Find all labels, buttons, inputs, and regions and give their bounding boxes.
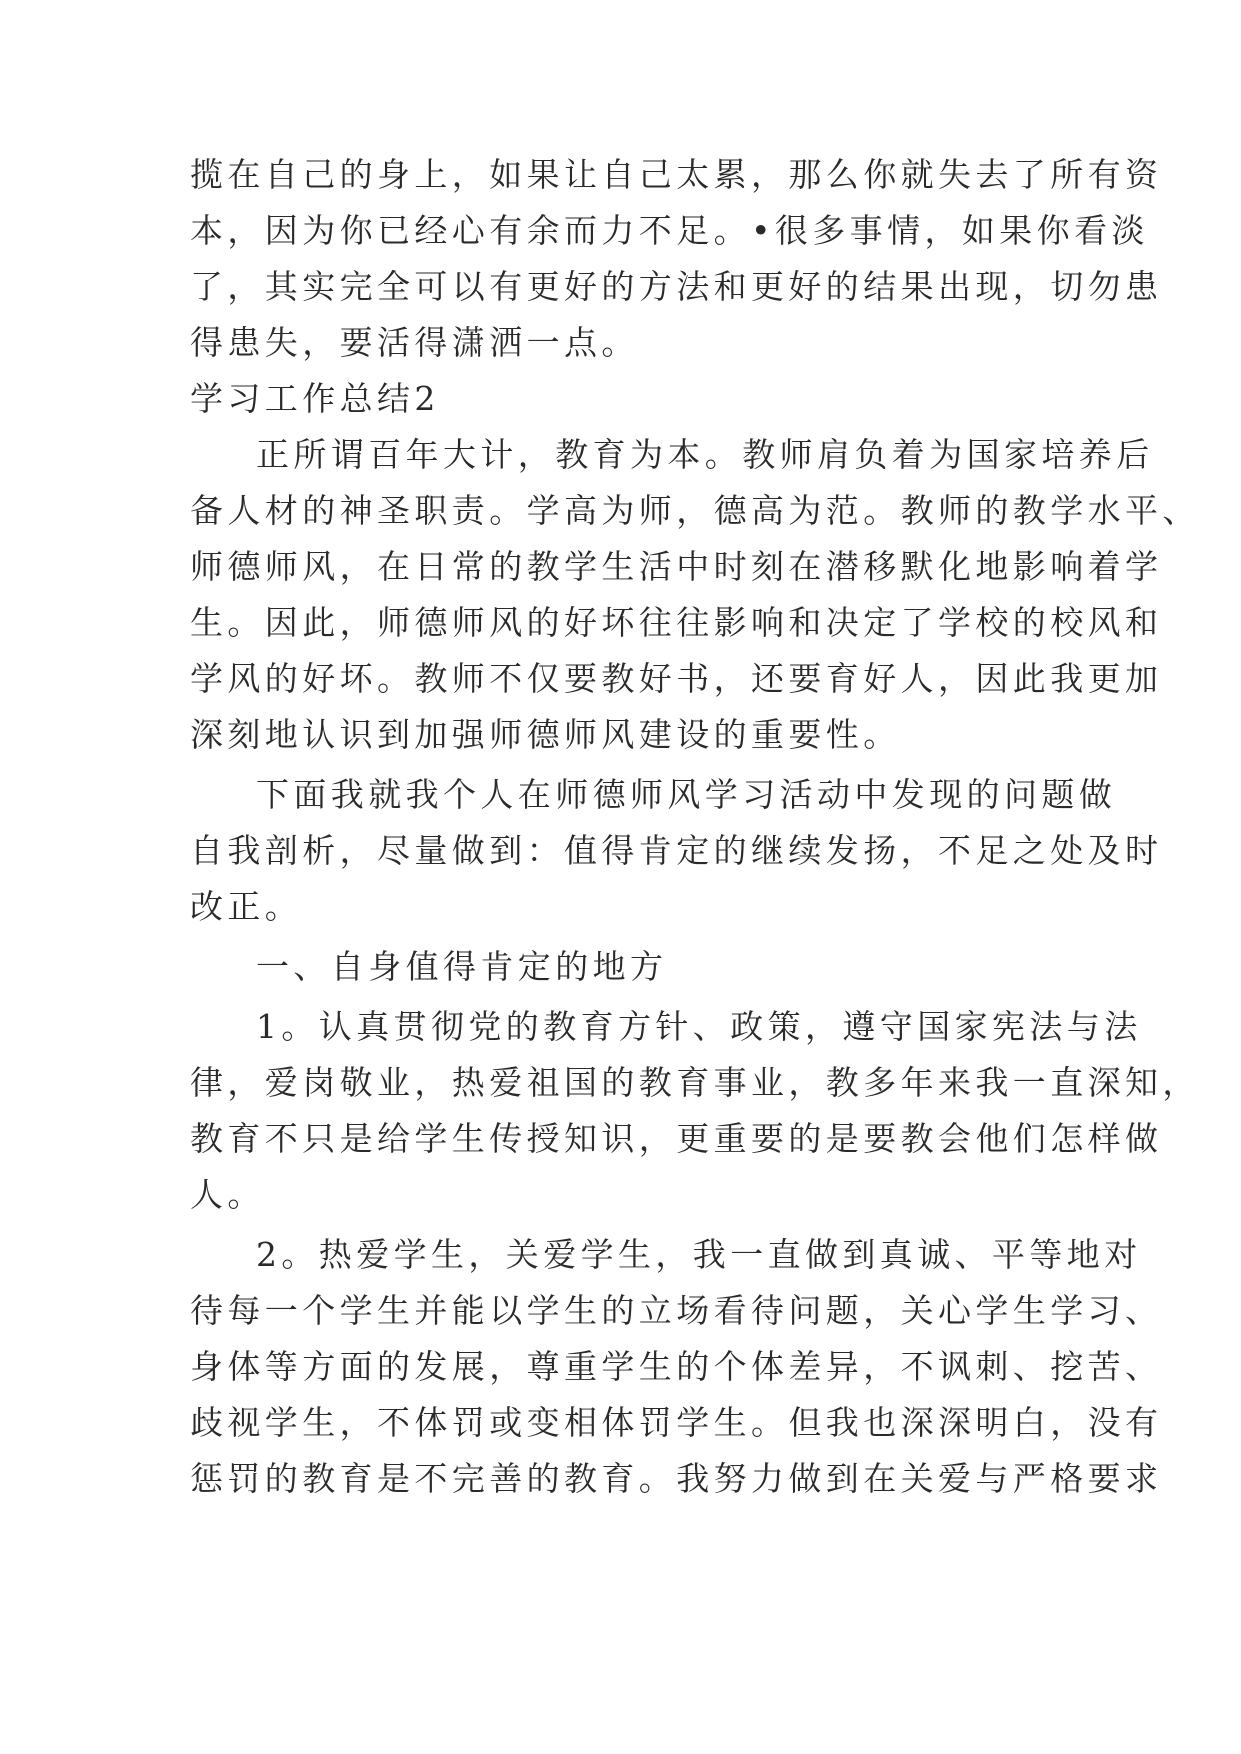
text-line: 正所谓百年大计，教育为本。教师肩负着为国家培养后: [256, 435, 1154, 474]
text-line: 揽在自己的身上，如果让自己太累，那么你就失去了所有资: [190, 155, 1163, 194]
text-line: 惩罚的教育是不完善的教育。我努力做到在关爱与严格要求: [190, 1459, 1163, 1498]
text-line: 待每一个学生并能以学生的立场看待问题，关心学生学习、: [190, 1291, 1163, 1330]
section-heading: 学习工作总结2: [190, 379, 440, 418]
text-line: 2。热爱学生，关爱学生，我一直做到真诚、平等地对: [256, 1235, 1142, 1274]
text-line: 教育不只是给学生传授知识，更重要的是要教会他们怎样做: [190, 1119, 1163, 1158]
text-line: 歧视学生，不体罚或变相体罚学生。但我也深深明白，没有: [190, 1403, 1163, 1442]
text-line: 了，其实完全可以有更好的方法和更好的结果出现，切勿患: [190, 267, 1163, 306]
text-line: 律，爱岗敬业，热爱祖国的教育事业，教多年来我一直深知，: [190, 1063, 1200, 1102]
text-line: 备人材的神圣职责。学高为师，德高为范。教师的教学水平、: [190, 491, 1200, 530]
text-line: 深刻地认识到加强师德师风建设的重要性。: [190, 715, 901, 754]
text-line: 学风的好坏。教师不仅要教好书，还要育好人，因此我更加: [190, 659, 1163, 698]
text-line: 1。认真贯彻党的教育方针、政策，遵守国家宪法与法: [256, 1007, 1142, 1046]
text-line: 自我剖析，尽量做到：值得肯定的继续发扬，不足之处及时: [190, 831, 1163, 870]
text-line: 本，因为你已经心有余而力不足。•很多事情，如果你看淡: [190, 211, 1149, 250]
text-line: 身体等方面的发展，尊重学生的个体差异，不讽刺、挖苦、: [190, 1347, 1163, 1386]
text-line: 师德师风，在日常的教学生活中时刻在潜移默化地影响着学: [190, 547, 1163, 586]
text-line: 人。: [190, 1175, 265, 1214]
subsection-heading: 一、自身值得肯定的地方: [256, 947, 668, 986]
text-line: 生。因此，师德师风的好坏往往影响和决定了学校的校风和: [190, 603, 1163, 642]
text-line: 改正。: [190, 887, 303, 926]
text-line: 得患失，要活得潇洒一点。: [190, 323, 639, 362]
text-line: 下面我就我个人在师德师风学习活动中发现的问题做: [256, 775, 1117, 814]
